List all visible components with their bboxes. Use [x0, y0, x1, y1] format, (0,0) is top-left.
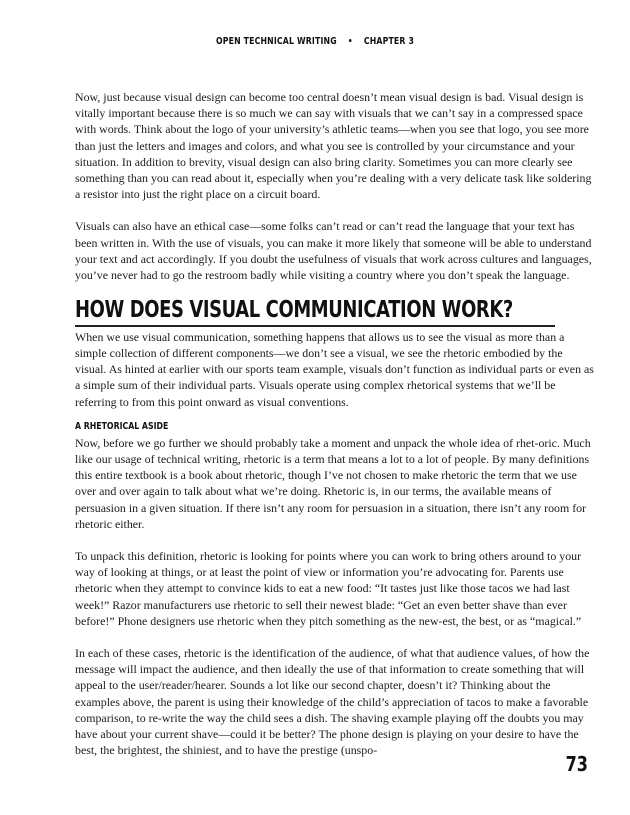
page-number: 73: [565, 752, 588, 776]
book-title: OPEN TECHNICAL WRITING: [215, 36, 337, 47]
paragraph-rhetoric-definition: Now, before we go further we should probably take a moment and unpack the whole idea of rhet-oric. Much like our usage of technical writing, rhetoric is a term that means a lot to a lot of people. By many definitions this entire textbook is a book about rhetoric, though I’ve not chosen to make rhetoric the term that we use over and over again to talk about what we’re doing. Rhetoric is, in our terms, the available means of persuasion in a given situation. If there isn’t any room for persuasion in a situation, there isn’t any room for rhetoric either.: [75, 435, 591, 531]
section-heading: HOW DOES VISUAL COMMUNICATION WORK?: [75, 297, 513, 324]
paragraph-rhetoric-audience: In each of these cases, rhetoric is the identification of the audience, of what that audience values, of how the message will impact the audience, and then ideally the use of that information to create something that will appeal to the user/reader/hearer. Sounds a lot like our second chapter, doesn’t it? Thinking about the examples above, the parent is using their knowledge of the child’s appreciation of tacos to make a favorable comparison, to re-write the way the child sees a dish. The shaving example playing off the doubts you may have about your current shave—could it be better? The phone design is playing on your desire to have the best, the brightest, the shiniest, and to have the prestige (unspo-: [75, 645, 590, 758]
page-body: [75, 89, 595, 758]
paragraph-visual-communication: When we use visual communication, something happens that allows us to see the visual as more than a simple collection of different components—we don’t see a visual, we see the rhetoric embodied by the visual. As hinted at earlier with our sports team example, visuals don’t function as individual parts or even as a simple sum of their individual parts. Visuals operate using complex rhetorical systems that we’ll be referring to from this point onward as visual conventions.: [75, 329, 594, 409]
chapter-label: CHAPTER 3: [363, 36, 415, 47]
heading-rule: [75, 325, 555, 327]
subsection-heading: A RHETORICAL ASIDE: [75, 420, 169, 432]
paragraph-rhetoric-examples: To unpack this definition, rhetoric is looking for points where you can work to bring others around to your way of looking at things, or at least the point of view or information you’re advocating for. Parents use rhetoric when they attempt to convince kids to eat a new food: “It tastes just like those tacos we had last week!” Razor manufacturers use rhetoric to sell their newest blade: “Get an even better shave than ever before!” Phone designers use rhetoric when they pitch something as the new-est, the best, or as “magical.”: [75, 548, 582, 628]
paragraph-visual-design: Now, just because visual design can become too central doesn’t mean visual design is bad. Visual design is vitally important because there is so much we can say with visuals that we can’t say in a compressed space with words. Think about the logo of your university’s athletic teams—when you see that logo, you see more than just the letters and images and colors, and what you see is controlled by your circumstance and your situation. In addition to brevity, visual design can also bring clarity. Sometimes you can more clearly see something than you can read about it, especially when you’re dealing with a very delicate task like soldering a resistor into just the right place on a circuit board.: [75, 90, 592, 202]
running-header: [57, 36, 574, 47]
header-separator: •: [347, 37, 353, 47]
paragraph-ethical-case: Visuals can also have an ethical case—some folks can’t read or can’t read the language that your text has been written in. With the use of visuals, you can make it more likely that someone will be able to understand your text and act accordingly. If you doubt the usefulness of visuals that work across cultures and languages, you’ve never had to go the restroom badly while visiting a country where you don’t speak the language.: [75, 219, 592, 283]
